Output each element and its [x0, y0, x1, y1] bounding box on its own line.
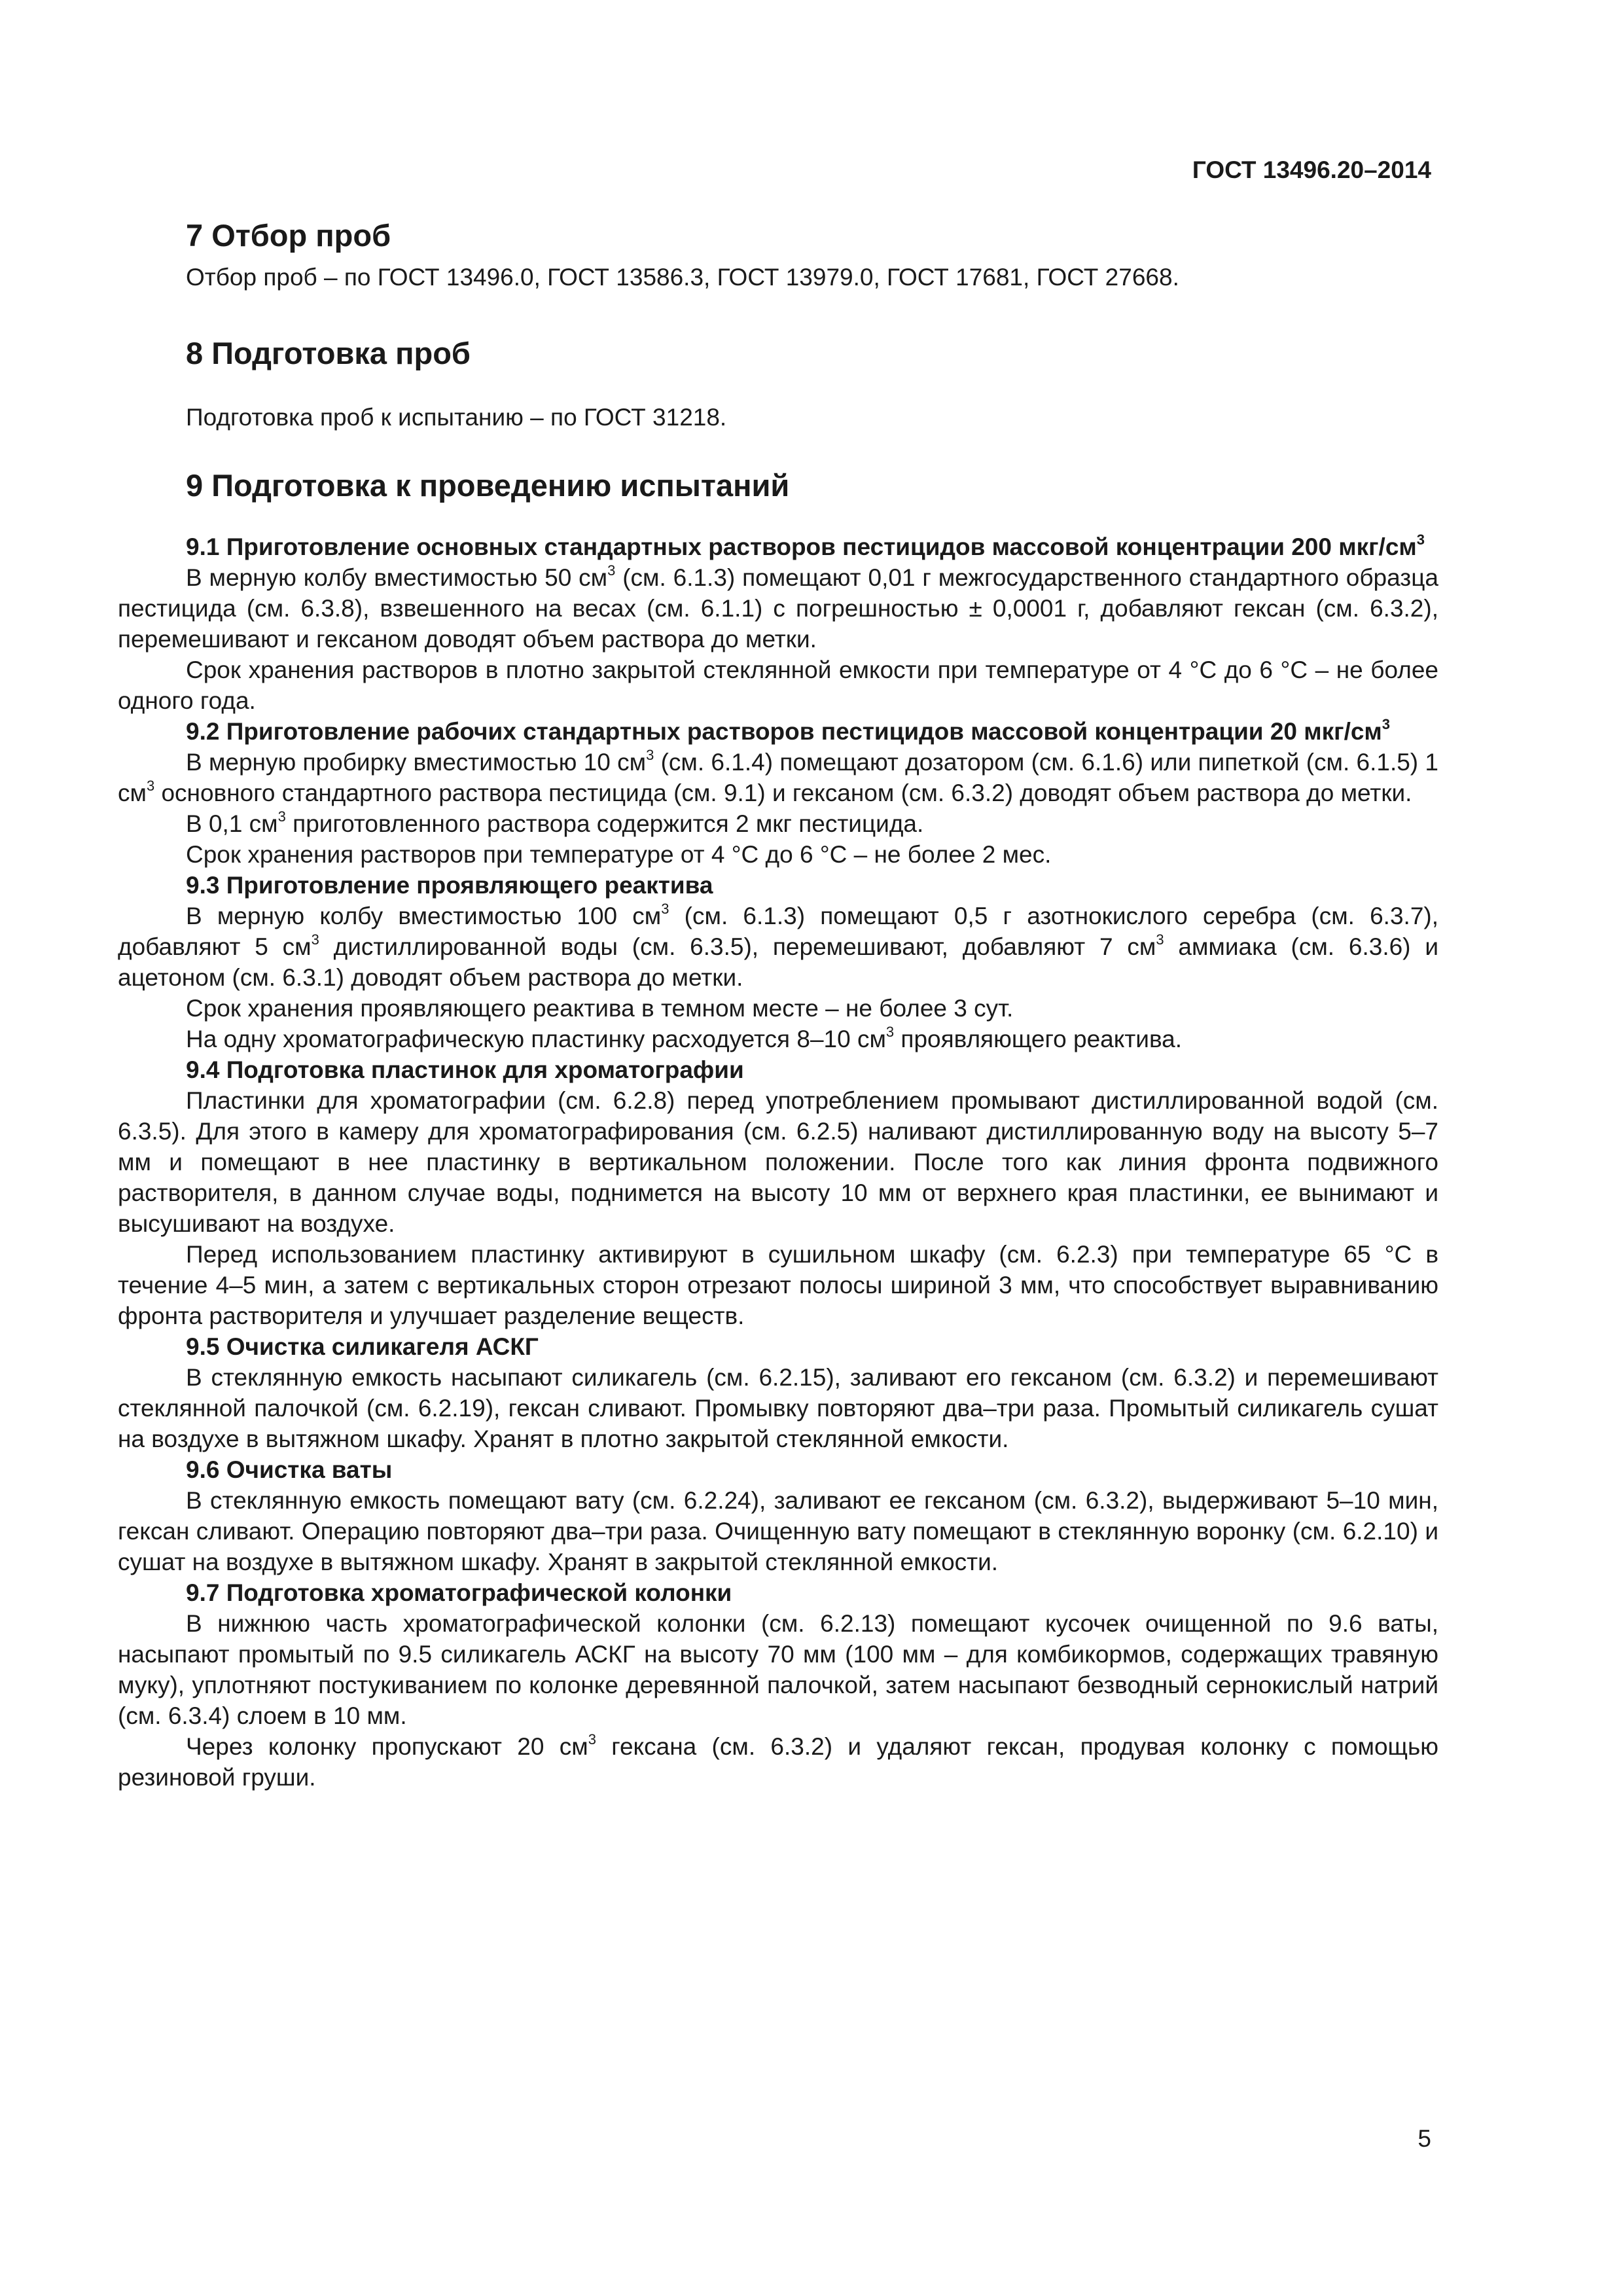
subsection-9-7-heading: 9.7 Подготовка хроматографической колонки [186, 1579, 732, 1606]
paragraph-9-2-1: В мерную пробирку вместимостью 10 $см^3$ (см. 6.1.4) помещают дозатором (см. 6.1.6) или пипеткой (см. 6.1.5) 1 $см^3$ основного стандартного раствора пестицида (см. 9.1) и гексаном (см. 6.3.2) доводят объем раствора до метки. [118, 747, 1438, 806]
paragraph-9-1-1: В мерную колбу вместимостью 50 $см^3$ (см. 6.1.3) помещают 0,01 г межгосударственного стандартного образца пестицида (см. 6.3.8), взвешенного на весах (см. 6.1.1) с погрешностью ± 0,0001 г, добавляют гексан (см. 6.3.2), перемешивают и гексаном доводят объем раствора до метки. [118, 562, 1439, 653]
section-8-text: Подготовка проб к испытанию – по ГОСТ 31218. [186, 404, 727, 431]
paragraph-9-2-2: В 0,1 $см^3$ приготовленного раствора содержится 2 мкг пестицида. [186, 808, 924, 837]
paragraph-9-6-1: В стеклянную емкость помещают вату (см. 6.2.24), заливают ее гексаном (см. 6.3.2), выдерживают 5–10 мин, гексан сливают. Операцию повторяют два–три раза. Очищенную вату помещают в стеклянную воронку (см. 6.2.10) и сушат на воздухе в вытяжном шкафу. Хранят в закрытой стеклянной емкости. [118, 1487, 1438, 1575]
section-7-title: 7 Отбор проб [186, 218, 391, 253]
section-9-title: 9 Подготовка к проведению испытаний [186, 468, 790, 503]
paragraph-9-3-2: Срок хранения проявляющего реактива в темном месте – не более 3 сут. [186, 995, 1014, 1022]
subsection-9-2-heading: 9.2 Приготовление рабочих стандартных растворов пестицидов массовой концентрации 20 мкг/$см^3$ [186, 716, 1391, 745]
section-9-body [118, 531, 1438, 1793]
paragraph-9-3-1: В мерную колбу вместимостью 100 $см^3$ (см. 6.1.3) помещают 0,5 г азотнокислого серебра (см. 6.3.7), добавляют 5 $см^3$ дистиллированной воды (см. 6.3.5), перемешивают, добавляют 7 $см^3$ аммиака (см. 6.3.6) и ацетоном (см. 6.3.1) доводят объем раствора до метки. [118, 901, 1438, 991]
section-7-text: Отбор проб – по ГОСТ 13496.0, ГОСТ 13586.3, ГОСТ 13979.0, ГОСТ 17681, ГОСТ 27668. [186, 264, 1179, 291]
paragraph-9-4-2: Перед использованием пластинку активируют в сушильном шкафу (см. 6.2.3) при температуре 65 °С в течение 4–5 мин, а затем с вертикальных сторон отрезают полосы шириной 3 мм, что способствует выравниванию фронта растворителя и улучшает разделение веществ. [118, 1241, 1438, 1329]
document-code-header: ГОСТ 13496.20–2014 [1192, 156, 1431, 183]
paragraph-9-2-3: Срок хранения растворов при температуре от 4 °С до 6 °С – не более 2 мес. [186, 841, 1052, 868]
paragraph-9-7-2: Через колонку пропускают 20 $см^3$ гексана (см. 6.3.2) и удаляют гексан, продувая колонку с помощью резиновой груши. [118, 1731, 1438, 1791]
subsection-9-1-heading: 9.1 Приготовление основных стандартных растворов пестицидов массовой концентрации 200 мкг/$см^3$ [186, 531, 1425, 560]
paragraph-9-3-3: На одну хроматографическую пластинку расходуется 8–10 $см^3$ проявляющего реактива. [186, 1024, 1183, 1052]
paragraph-9-4-1: Пластинки для хроматографии (см. 6.2.8) перед употреблением промывают дистиллированной водой (см. 6.3.5). Для этого в камеру для хроматографирования (см. 6.2.5) наливают дистиллированную воду на высоту 5–7 мм и помещают в нее пластинку в вертикальном положении. После того как линия фронта подвижного растворителя, в данном случае воды, поднимется на высоту 10 мм от верхнего края пластинки, ее вынимают и высушивают на воздухе. [118, 1087, 1438, 1237]
paragraph-9-1-2: Срок хранения растворов в плотно закрытой стеклянной емкости при температуре от 4 °С до 6 °С – не более одного года. [118, 656, 1438, 714]
paragraph-9-7-1: В нижнюю часть хроматографической колонки (см. 6.2.13) помещают кусочек очищенной по 9.6 ваты, насыпают промытый по 9.5 силикагель АСКГ на высоту 70 мм (100 мм – для комбикормов, содержащих травяную муку), уплотняют постукиванием по колонке деревянной палочкой, затем насыпают безводный сернокислый натрий (см. 6.3.4) слоем в 10 мм. [118, 1610, 1438, 1729]
subsection-9-4-heading: 9.4 Подготовка пластинок для хроматографии [186, 1056, 744, 1083]
subsection-9-3-heading: 9.3 Приготовление проявляющего реактива [186, 872, 713, 899]
paragraph-9-5-1: В стеклянную емкость насыпают силикагель (см. 6.2.15), заливают его гексаном (см. 6.3.2) и перемешивают стеклянной палочкой (см. 6.2.19), гексан сливают. Промывку повторяют два–три раза. Промытый силикагель сушат на воздухе в вытяжном шкафу. Хранят в плотно закрытой стеклянной емкости. [118, 1364, 1438, 1452]
page-number: 5 [1418, 2125, 1431, 2152]
subsection-9-6-heading: 9.6 Очистка ваты [186, 1456, 393, 1483]
section-8-title: 8 Подготовка проб [186, 336, 471, 370]
subsection-9-5-heading: 9.5 Очистка силикагеля АСКГ [186, 1333, 539, 1360]
